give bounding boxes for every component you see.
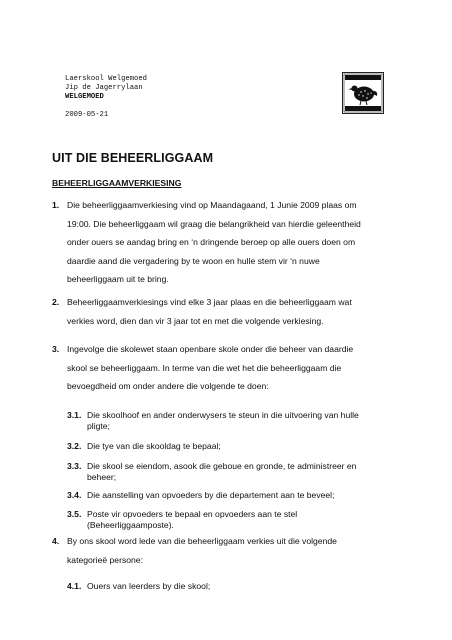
sub-item-text (87, 581, 397, 592)
sub-item-number: 3.3. (67, 461, 82, 471)
item-number: 4. (52, 536, 60, 546)
text-line: Die skoolhoof en ander onderwysers te steun in die uitvoering van hulle (87, 410, 359, 420)
item-number: 1. (52, 200, 60, 210)
letter-date: 2009-05-21 (65, 111, 109, 119)
school-name: Laerskool Welgemoed (65, 75, 147, 83)
sub-item-number: 3.2. (67, 441, 82, 451)
text-line: verkies word, dien dan vir 3 jaar tot en met die volgende verkiesing. (67, 315, 324, 326)
text-line: (Beheerliggaamposte). (87, 520, 174, 531)
text-line: 19:00. Die beheerliggaam wil graag die belangrikheid van hierdie geleentheid (67, 218, 361, 229)
item-number: 2. (52, 297, 60, 307)
sub-item-text (87, 410, 397, 432)
text-line: beheer; (87, 472, 117, 483)
sub-item-text (87, 509, 397, 531)
text-line: beheerliggaam uit te bring. (67, 274, 169, 285)
text-line: Ouers van leerders by die skool; (87, 581, 211, 591)
sub-item-text (87, 490, 397, 501)
item-text (67, 532, 402, 569)
item-number: 3. (52, 344, 60, 354)
text-line: skool se beheerliggaam. In terme van die wet het die beheerliggaam die (67, 362, 342, 373)
sub-item-text (87, 441, 397, 452)
letterhead-address (65, 75, 147, 103)
text-line: daardie aand die vergadering by te woon en hulle stem vir ‘n nuwe (67, 255, 320, 266)
page-title: UIT DIE BEHEERLIGGAAM (52, 151, 214, 165)
item-text (67, 340, 402, 396)
text-line: Beheerliggaamverkiesings vind elke 3 jaar plaas en die beheerliggaam wat (67, 297, 352, 307)
item-text (67, 196, 402, 289)
sub-item-number: 3.4. (67, 490, 82, 500)
school-crest-logo (342, 72, 384, 114)
text-line: Die aanstelling van opvoeders by die departement aan te beveel; (87, 490, 335, 500)
text-line: bevoegdheid om onder andere die volgende te doen: (67, 381, 269, 392)
text-line: onder ouers se aandag bring en ‘n dringende beroep op alle ouers doen om (67, 237, 356, 248)
town-name: WELGEMOED (65, 93, 104, 102)
text-line: Ingevolge die skolewet staan openbare skole onder die beheer van daardie (67, 344, 354, 354)
text-line: By ons skool word lede van die beheerliggaam verkies uit die volgende (67, 536, 337, 546)
sub-item-number: 3.5. (67, 509, 82, 519)
text-line: Die skool se eiendom, asook die geboue en gronde, te administreer en (87, 461, 357, 471)
item-text (67, 293, 402, 330)
text-line: Poste vir opvoeders te bepaal en opvoeders aan te stel (87, 509, 298, 519)
section-subtitle: BEHEERLIGGAAMVERKIESING (52, 178, 182, 188)
text-line: kategorieë persone: (67, 554, 143, 565)
street-address: Jip de Jagerrylaan (65, 84, 143, 93)
sub-item-number: 4.1. (67, 581, 82, 591)
text-line: Die tye van die skooldag te bepaal; (87, 441, 221, 451)
sub-item-text (87, 461, 397, 483)
text-line: pligte; (87, 421, 110, 432)
text-line: Die beheerliggaamverkiesing vind op Maandagaand, 1 Junie 2009 plaas om (67, 200, 357, 210)
sub-item-number: 3.1. (67, 410, 82, 420)
